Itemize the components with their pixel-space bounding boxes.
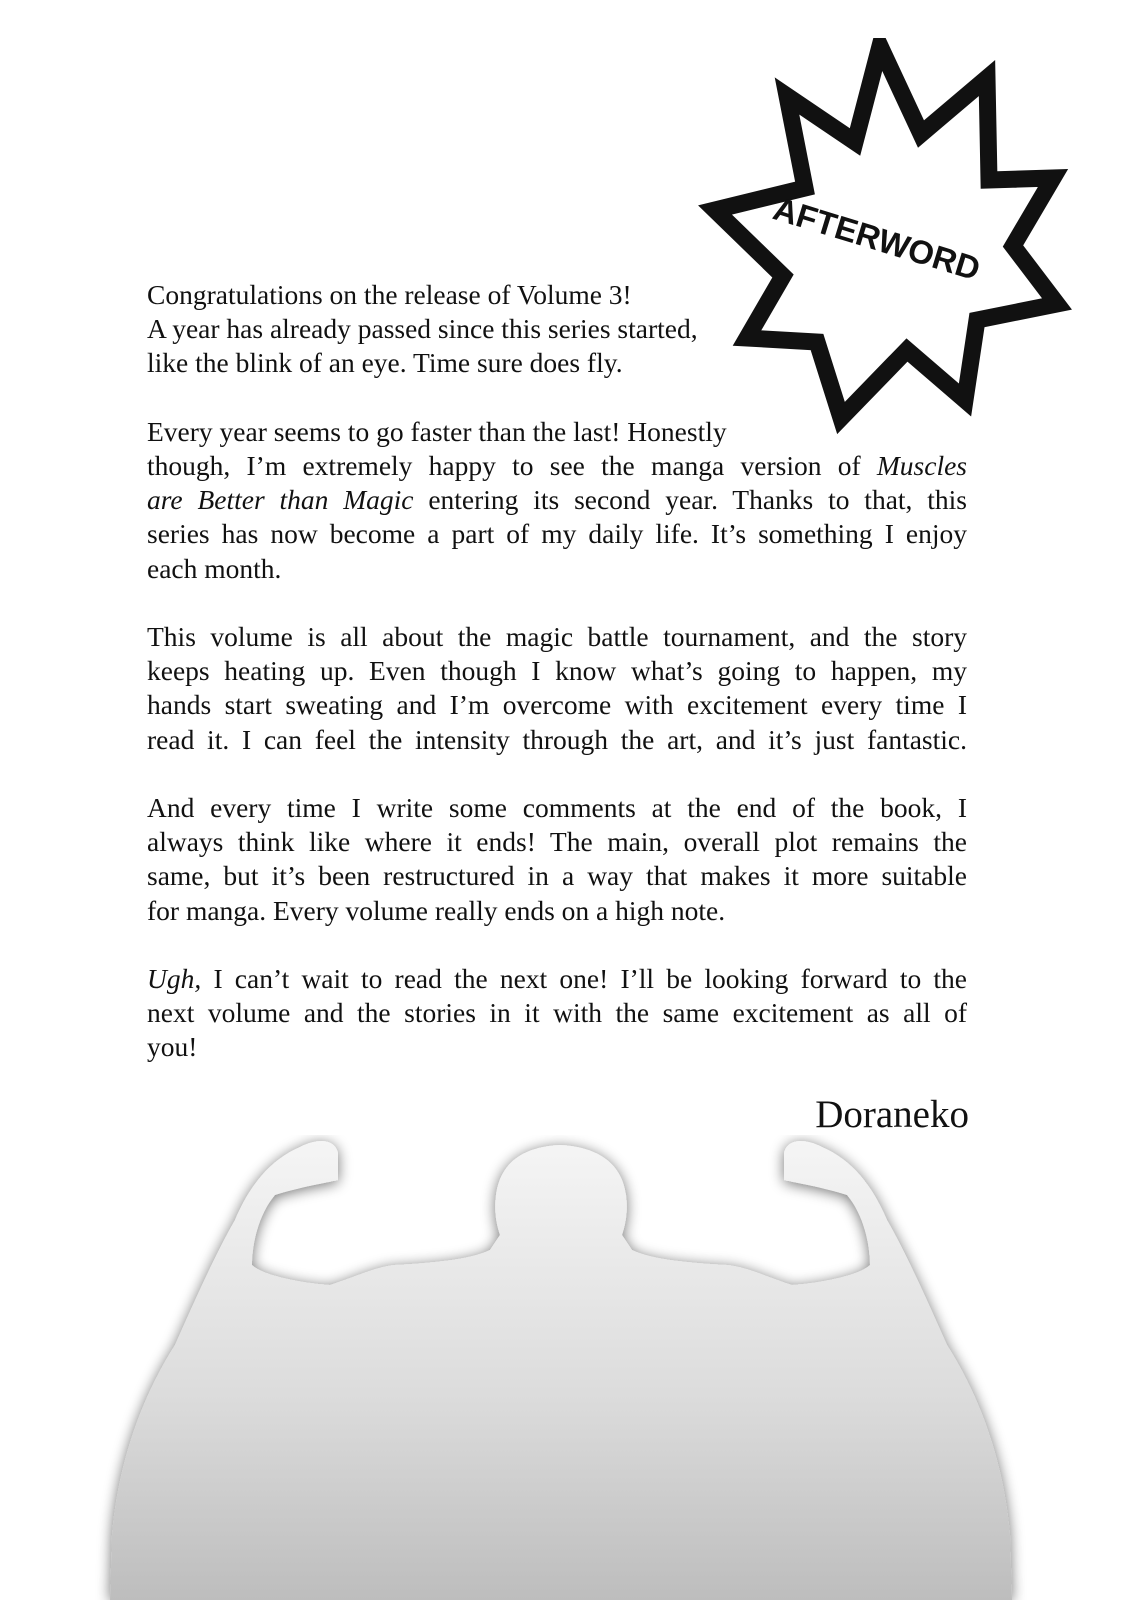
silhouette-shape: [110, 1141, 1012, 1600]
paragraph-2: [147, 415, 967, 586]
text-line: [147, 483, 967, 517]
text-line: you!: [147, 1031, 198, 1063]
text-segment: I can’t wait to read the next one! I’ll be looking forward to the: [201, 963, 967, 994]
book-title-part: Muscles: [876, 450, 967, 481]
flexing-muscleman-silhouette-icon: [0, 1135, 1123, 1600]
text-line: [147, 449, 967, 483]
paragraph-3: [147, 620, 967, 757]
text-line: This volume is all about the magic battle tournament, and the story: [147, 621, 967, 652]
text-line: same, but it’s been restructured in a way that makes it more suitable: [147, 860, 967, 892]
text-segment: entering its second year. Thanks to that, this: [413, 484, 967, 516]
author-signature: Doraneko: [815, 1093, 969, 1136]
paragraph-4: [147, 791, 967, 928]
text-segment: though, I’m extremely happy to see the manga version of: [147, 450, 877, 481]
afterword-title: AFTERWORD: [769, 189, 985, 288]
text-line: keeps heating up. Even though I know what’s going to happen, my: [147, 655, 967, 687]
interjection: Ugh,: [147, 963, 202, 994]
text-line: always think like where it ends! The main, overall plot remains the: [147, 826, 967, 858]
text-line: Congratulations on the release of Volume 3!: [147, 279, 632, 310]
paragraph-1: [147, 278, 967, 381]
text-line: next volume and the stories in it with the same excitement as all of: [147, 997, 967, 1029]
text-line: like the blink of an eye. Time sure does fly.: [147, 347, 623, 379]
text-line: And every time I write some comments at the end of the book, I: [147, 792, 967, 823]
paragraph-5: [147, 962, 967, 1065]
text-line: hands start sweating and I’m overcome with excitement every time I: [147, 689, 967, 721]
text-line: A year has already passed since this series started,: [147, 313, 698, 345]
text-line: Every year seems to go faster than the last! Honestly: [147, 415, 727, 447]
text-line: [147, 962, 967, 996]
text-line: each month.: [147, 552, 282, 584]
text-line: series has now become a part of my daily life. It’s something I enjoy: [147, 518, 967, 550]
text-line: for manga. Every volume really ends on a high note.: [147, 894, 726, 926]
text-line: read it. I can feel the intensity through the art, and it’s just fantastic.: [147, 723, 967, 755]
afterword-body: [147, 278, 967, 1099]
book-title-part: are Better than Magic: [147, 484, 414, 516]
